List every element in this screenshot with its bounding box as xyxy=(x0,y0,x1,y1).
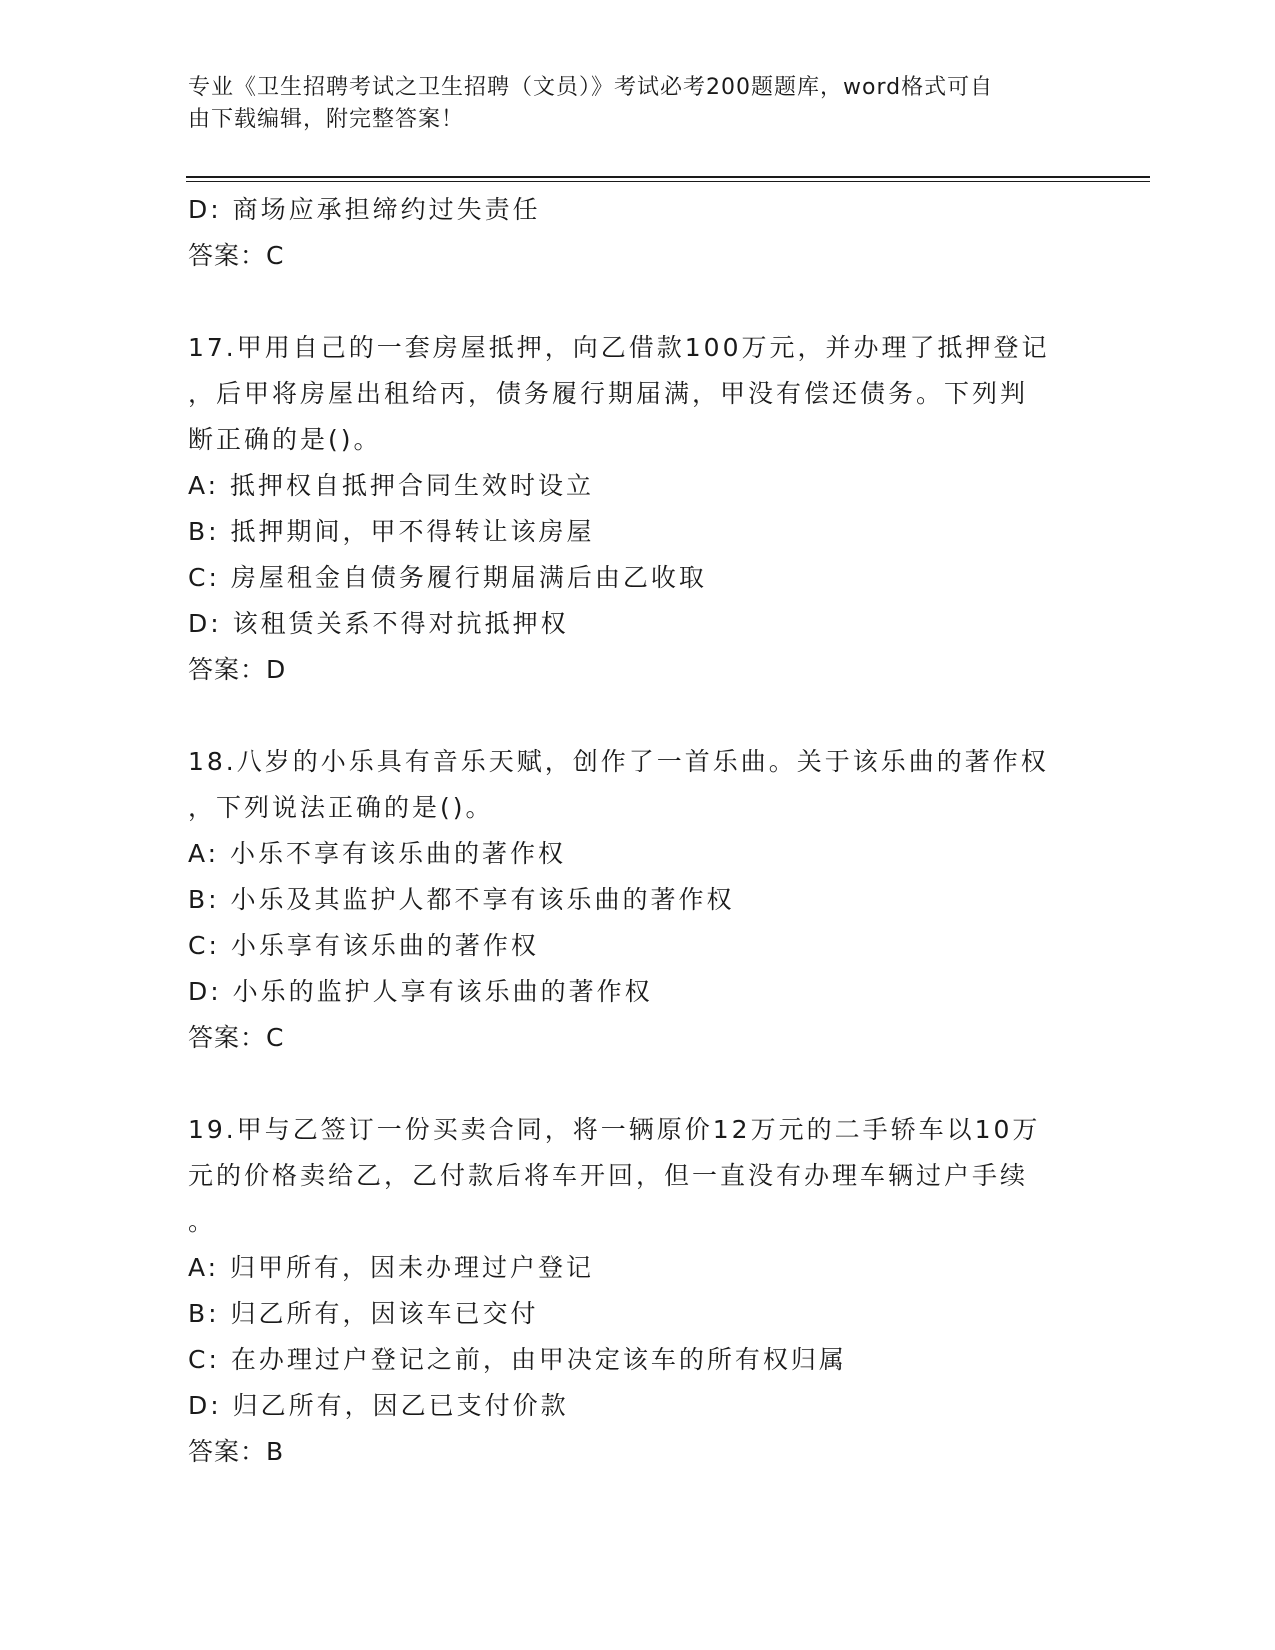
prev-question-tail xyxy=(188,187,1088,279)
question-stem-line: 17.甲用自己的一套房屋抵押，向乙借款100万元，并办理了抵押登记 xyxy=(188,333,1050,362)
question-18 xyxy=(188,739,1088,1061)
spacer xyxy=(188,1061,1088,1107)
question-stem-line: ，后甲将房屋出租给丙，债务履行期届满，甲没有偿还债务。下列判 xyxy=(188,379,1029,408)
option-b: B: 小乐及其监护人都不享有该乐曲的著作权 xyxy=(188,885,735,914)
option-d: D: 该租赁关系不得对抗抵押权 xyxy=(188,609,569,638)
option-c: C: 小乐享有该乐曲的著作权 xyxy=(188,931,539,960)
header-divider-thin xyxy=(186,181,1150,182)
question-stem-line: 断正确的是()。 xyxy=(188,425,382,454)
header-line-1: 专业《卫生招聘考试之卫生招聘（文员）》考试必考200题题库，word格式可自 xyxy=(188,75,994,100)
document-body xyxy=(188,187,1088,1475)
answer-line: 答案：D xyxy=(188,655,287,684)
answer-line: 答案：B xyxy=(188,1437,285,1466)
answer-line: 答案：C xyxy=(188,1023,285,1052)
question-stem-line: ，下列说法正确的是()。 xyxy=(188,793,494,822)
option-b: B: 抵押期间，甲不得转让该房屋 xyxy=(188,517,595,546)
spacer xyxy=(188,279,1088,325)
question-19 xyxy=(188,1107,1088,1475)
header-divider-thick xyxy=(186,176,1150,178)
question-stem-line: 元的价格卖给乙，乙付款后将车开回，但一直没有办理车辆过户手续 xyxy=(188,1161,1029,1190)
option-a: A: 抵押权自抵押合同生效时设立 xyxy=(188,471,595,500)
option-a: A: 归甲所有，因未办理过户登记 xyxy=(188,1253,595,1282)
question-stem-line: 19.甲与乙签订一份买卖合同，将一辆原价12万元的二手轿车以10万 xyxy=(188,1115,1041,1144)
header-line-2: 由下载编辑，附完整答案！ xyxy=(188,107,465,132)
option-b: B: 归乙所有，因该车已交付 xyxy=(188,1299,539,1328)
answer-line: 答案：C xyxy=(188,241,285,270)
page-header xyxy=(188,72,1068,136)
question-17 xyxy=(188,325,1088,693)
option-c: C: 房屋租金自债务履行期届满后由乙收取 xyxy=(188,563,707,592)
question-stem-line: 18.八岁的小乐具有音乐天赋，创作了一首乐曲。关于该乐曲的著作权 xyxy=(188,747,1049,776)
spacer xyxy=(188,693,1088,739)
question-stem-line: 。 xyxy=(188,1207,217,1236)
option-d: D: 归乙所有，因乙已支付价款 xyxy=(188,1391,569,1420)
option-a: A: 小乐不享有该乐曲的著作权 xyxy=(188,839,567,868)
option-d: D: 商场应承担缔约过失责任 xyxy=(188,195,541,224)
option-d: D: 小乐的监护人享有该乐曲的著作权 xyxy=(188,977,653,1006)
option-c: C: 在办理过户登记之前，由甲决定该车的所有权归属 xyxy=(188,1345,847,1374)
